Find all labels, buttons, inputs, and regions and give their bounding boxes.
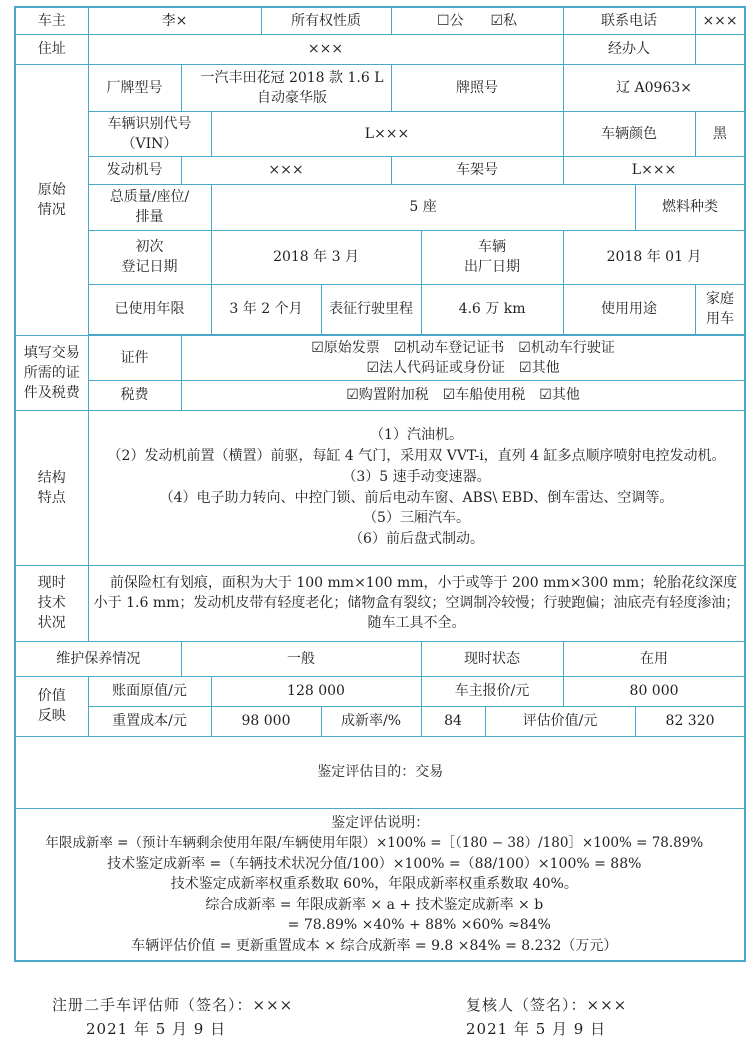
usage-value: 家庭 用车	[695, 284, 745, 334]
fuel-label: 燃料种类	[635, 184, 745, 230]
reviewer-date: 2021 年 5 月 9 日	[466, 1020, 607, 1038]
structure-item: （1）汽油机。	[370, 427, 463, 444]
ownership-label: 所有权性质	[261, 7, 391, 34]
used-years-value: 3 年 2 个月	[211, 284, 321, 334]
color-label: 车辆颜色	[563, 111, 695, 156]
plate-label: 牌照号	[391, 64, 563, 111]
structure-label: 结构 特点	[15, 410, 88, 565]
description-line: 车辆评估价值 = 更新重置成本 × 综合成新率 = 9.8 ×84% = 8.232（万元）	[131, 937, 618, 954]
mfg-date-value: 2018 年 01 月	[563, 230, 745, 284]
description-title: 鉴定评估说明：	[331, 814, 430, 831]
mass-value: 5 座	[211, 184, 635, 230]
mileage-value: 4.6 万 km	[421, 284, 563, 334]
brand-label: 厂牌型号	[88, 64, 181, 111]
mileage-label: 表征行驶里程	[321, 284, 421, 334]
asking-price: 80 000	[563, 676, 745, 706]
appraiser-signature	[52, 993, 293, 1041]
structure-list	[88, 410, 745, 565]
cert-line-1: ☑原始发票 ☑机动车登记证书 ☑机动车行驶证	[311, 339, 615, 356]
used-years-label: 已使用年限	[88, 284, 211, 334]
appraisal-form	[14, 6, 744, 962]
original-condition-label: 原始 情况	[15, 64, 88, 335]
description-line: 年限成新率 =（预计车辆剩余使用年限/车辆使用年限）×100% =［（180 − 38）/180］×100% = 78.89%	[45, 835, 704, 851]
appraiser-date: 2021 年 5 月 9 日	[86, 1020, 227, 1038]
vin-label: 车辆识别代号（VIN）	[88, 111, 211, 156]
appraisal-value-label: 评估价值/元	[485, 706, 635, 736]
tax-label: 税费	[88, 380, 181, 410]
maintenance-value: 一般	[181, 641, 421, 676]
engine-label: 发动机号	[88, 156, 181, 184]
address-label: 住址	[15, 34, 88, 64]
appraiser-signature-line: 注册二手车评估师（签名）：×××	[52, 996, 294, 1014]
structure-item: （6）前后盘式制动。	[349, 531, 484, 548]
description-line: 技术鉴定成新率 =（车辆技术状况分值/100）×100% =（88/100）×100% = 88%	[107, 855, 642, 872]
ownership-public-checkbox: ☐公	[437, 12, 464, 29]
structure-item: （3）5 速手动变速器。	[342, 468, 491, 485]
newness-value: 84	[421, 706, 485, 736]
brand-value: 一汽丰田花冠 2018 款 1.6 L 自动豪华版	[181, 64, 391, 111]
reviewer-signature	[466, 993, 627, 1041]
book-value-label: 账面原值/元	[88, 676, 211, 706]
reviewer-signature-line: 复核人（签名）：×××	[466, 996, 628, 1014]
appraisal-value: 82 320	[635, 706, 745, 736]
reg-date-value: 2018 年 3 月	[211, 230, 421, 284]
color-value: 黑	[695, 111, 745, 156]
structure-item: （5）三厢汽车。	[363, 510, 470, 527]
condition-text: 前保险杠有划痕，面积为大于 100 mm×100 mm，小于或等于 200 mm×300 mm；轮胎花纹深度小于 1.6 mm；发动机皮带有轻度老化；储物盒有裂纹；空调制冷较慢；行驶跑偏；油底壳有轻度渗油；随车工具不全。	[88, 565, 745, 641]
structure-item: （4）电子助力转向、中控门锁、前后电动车窗、ABS\ EBD、倒车雷达、空调等。	[159, 489, 674, 506]
description-line: 综合成新率 = 年限成新率 × a + 技术鉴定成新率 × b	[205, 896, 544, 913]
phone-label: 联系电话	[563, 7, 695, 34]
owner-value: 李×	[88, 7, 261, 34]
value-label: 价值 反映	[15, 676, 88, 736]
condition-label: 现时 技术 状况	[15, 565, 88, 641]
replacement-cost-label: 重置成本/元	[88, 706, 211, 736]
mass-label: 总质量/座位/ 排量	[88, 184, 211, 230]
handler-label: 经办人	[563, 34, 695, 64]
mfg-date-label: 车辆 出厂日期	[421, 230, 563, 284]
description-line: 技术鉴定成新率权重系数取 60%，年限成新率权重系数取 40%。	[170, 876, 578, 892]
status-value: 在用	[563, 641, 745, 676]
tax-list: ☑购置附加税 ☑车船使用税 ☑其他	[181, 380, 745, 410]
docs-section-label: 填写交易 所需的证 件及税费	[15, 335, 88, 410]
cert-line-2: ☑法人代码证或身份证 ☑其他	[366, 359, 560, 376]
vin-value: L×××	[211, 111, 563, 156]
replacement-cost: 98 000	[211, 706, 321, 736]
description-line: = 78.89% ×40% + 88% ×60% ≈84%	[287, 917, 551, 933]
ownership-private-checkbox: ☑私	[490, 12, 518, 29]
appraisal-description	[15, 808, 745, 961]
plate-value: 辽 A0963×	[563, 64, 745, 111]
book-value: 128 000	[211, 676, 421, 706]
owner-label: 车主	[15, 7, 88, 34]
cert-list	[181, 335, 745, 380]
form-table	[14, 6, 746, 962]
frame-label: 车架号	[391, 156, 563, 184]
frame-value: L×××	[563, 156, 745, 184]
handler-value	[695, 34, 745, 64]
status-label: 现时状态	[421, 641, 563, 676]
ownership-options	[391, 7, 563, 34]
reg-date-label: 初次 登记日期	[88, 230, 211, 284]
newness-label: 成新率/%	[321, 706, 421, 736]
appraisal-purpose: 鉴定评估目的：交易	[15, 736, 745, 808]
maintenance-label: 维护保养情况	[15, 641, 181, 676]
asking-price-label: 车主报价/元	[421, 676, 563, 706]
structure-item: （2）发动机前置（横置）前驱，每缸 4 气门，采用双 VVT-i，直列 4 缸多点顺序喷射电控发动机。	[107, 447, 726, 464]
cert-label: 证件	[88, 335, 181, 380]
engine-value: ×××	[181, 156, 391, 184]
address-value: ×××	[88, 34, 563, 64]
phone-value: ×××	[695, 7, 745, 34]
usage-label: 使用用途	[563, 284, 695, 334]
